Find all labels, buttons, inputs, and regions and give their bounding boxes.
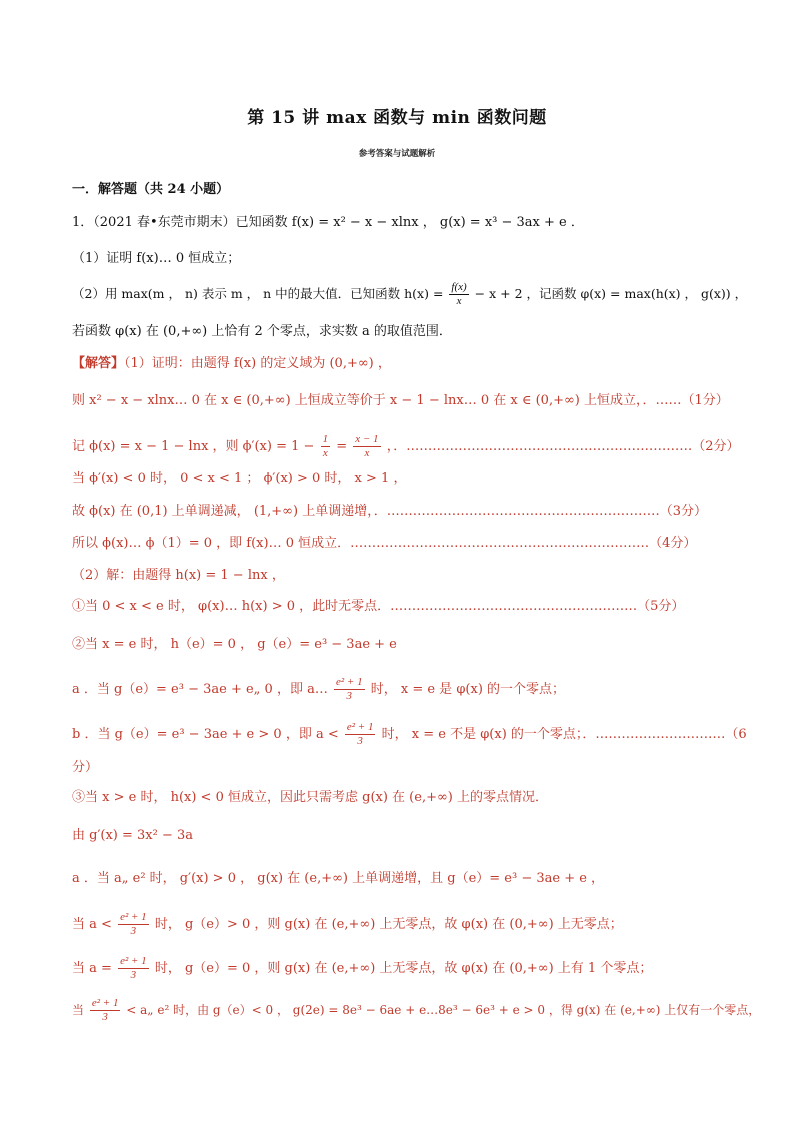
problem-part-1: （1）证明 f(x)… 0 恒成立；	[72, 251, 241, 266]
fraction-denominator: 3	[130, 969, 137, 981]
answer-tag: 【解答】	[72, 356, 125, 371]
fraction-denominator: 3	[130, 925, 137, 937]
solution-line: 分）	[72, 760, 99, 775]
solution-text: 当 a <	[72, 917, 112, 932]
fraction-numerator: x − 1	[355, 433, 379, 445]
problem-part-2-text: − x + 2 ，记函数 φ(x) = max(h(x) ， g(x)) ，	[474, 286, 748, 301]
solution-line	[72, 433, 739, 460]
solution-text: 记 ϕ(x) = x − 1 − lnx ，则 ϕ′(x) = 1 −	[72, 439, 315, 454]
solution-line	[72, 355, 391, 373]
solution-text: ，．…………………………………………………………（2分）	[386, 439, 740, 454]
solution-line: 由 g′(x) = 3x² − 3a	[72, 828, 194, 843]
solution-line	[72, 955, 652, 982]
solution-text: < a„ e² 时，由 g（e）< 0 ， g(2e) = 8e³ − 6ae + e…8e³ − 6e³ + e > 0 ，得 g(x) 在 (e,+∞) 上仅有一个零点，	[126, 1003, 761, 1017]
fraction-numerator: e² + 1	[335, 676, 363, 688]
fraction-denominator: 3	[357, 735, 363, 747]
solution-text: 时， g（e）> 0 ，则 g(x) 在 (e,+∞) 上无零点，故 φ(x) 在 (0,+∞) 上无零点；	[154, 917, 623, 932]
page-subtitle: 参考答案与试题解析	[358, 149, 436, 159]
solution-line: （2）解：由题得 h(x) = 1 − lnx ，	[72, 568, 285, 583]
solution-line: 故 ϕ(x) 在 (0,1) 上单调递减， (1,+∞) 上单调递增，．………………………………………………………（3分）	[72, 504, 707, 519]
equals-sign: =	[336, 439, 348, 454]
problem-line: 若函数 φ(x) 在 (0,+∞) 上恰有 2 个零点，求实数 a 的取值范围．	[72, 324, 452, 339]
solution-text: 当 a =	[72, 961, 112, 976]
fraction-denominator: x	[456, 295, 462, 307]
fraction-denominator: x	[364, 447, 370, 459]
fraction-numerator: e² + 1	[346, 721, 374, 733]
fraction-denominator: x	[322, 447, 328, 459]
solution-line: ②当 x = e 时， h（e）= 0 ， g（e）= e³ − 3ae + e	[72, 637, 397, 652]
solution-text: b ．当 g（e）= e³ − 3ae + e > 0 ，即 a <	[72, 727, 339, 742]
fraction-denominator: 3	[102, 1011, 108, 1023]
fraction	[118, 911, 149, 938]
solution-text: 时， g（e）= 0 ，则 g(x) 在 (e,+∞) 上无零点，故 φ(x) 在 (0,+∞) 上有 1 个零点；	[154, 961, 653, 976]
fraction-numerator: e² + 1	[91, 997, 119, 1009]
problem-part-2-text: （2）用 max(m ， n) 表示 m ， n 中的最大值．已知函数 h(x) =	[72, 286, 444, 301]
page-title: 第 15 讲 max 函数与 min 函数问题	[247, 108, 547, 128]
fraction	[334, 676, 365, 703]
solution-line: a ．当 a„ e² 时， g′(x) > 0 ， g(x) 在 (e,+∞) 上单调递增，且 g（e）= e³ − 3ae + e ，	[72, 871, 605, 886]
solution-line	[72, 676, 565, 703]
problem-part-2	[72, 281, 747, 308]
solution-text: 当	[72, 1003, 85, 1017]
solution-line	[72, 911, 623, 938]
problem-line: 1．（2021 春•东莞市期末）已知函数 f(x) = x² − x − xlnx ， g(x) = x³ − 3ax + e ．	[72, 215, 584, 230]
solution-line: 则 x² − x − xlnx… 0 在 x ∈ (0,+∞) 上恒成立等价于 x − 1 − lnx… 0 在 x ∈ (0,+∞) 上恒成立，．……（1分）	[72, 393, 729, 408]
solution-text: 时， x = e 不是 φ(x) 的一个零点；．…………………………（6	[381, 727, 747, 742]
fraction-numerator: 1	[322, 433, 329, 445]
fraction-numerator: e² + 1	[120, 955, 147, 967]
solution-text: 时， x = e 是 φ(x) 的一个零点；	[370, 682, 566, 697]
fraction-numerator: e² + 1	[120, 911, 147, 923]
solution-line	[72, 721, 747, 748]
fraction	[321, 433, 331, 460]
fraction	[353, 433, 380, 460]
solution-line	[72, 997, 760, 1024]
solution-text: （1）证明：由题得 f(x) 的定义域为 (0,+∞) ，	[124, 356, 391, 371]
solution-line: ①当 0 < x < e 时， φ(x)… h(x) > 0 ，此时无零点．…………………………………………………（5分）	[72, 599, 685, 614]
fraction-denominator: 3	[346, 690, 353, 702]
solution-line: 所以 ϕ(x)… ϕ（1）= 0 ，即 f(x)… 0 恒成立．……………………………………………………………（4分）	[72, 536, 697, 551]
solution-text: a ．当 g（e）= e³ − 3ae + e„ 0 ，即 a…	[72, 682, 328, 697]
solution-line: ③当 x > e 时， h(x) < 0 恒成立，因此只需考虑 g(x) 在 (e,+∞) 上的零点情况．	[72, 790, 549, 805]
fraction	[449, 281, 468, 308]
section-heading: 一．解答题（共 24 小题）	[72, 182, 230, 197]
fraction	[118, 955, 149, 982]
fraction	[345, 721, 376, 748]
fraction-numerator: f(x)	[451, 281, 467, 293]
fraction	[90, 997, 121, 1024]
solution-line: 当 ϕ′(x) < 0 时， 0 < x < 1 ； ϕ′(x) > 0 时， x > 1 ，	[72, 471, 407, 486]
